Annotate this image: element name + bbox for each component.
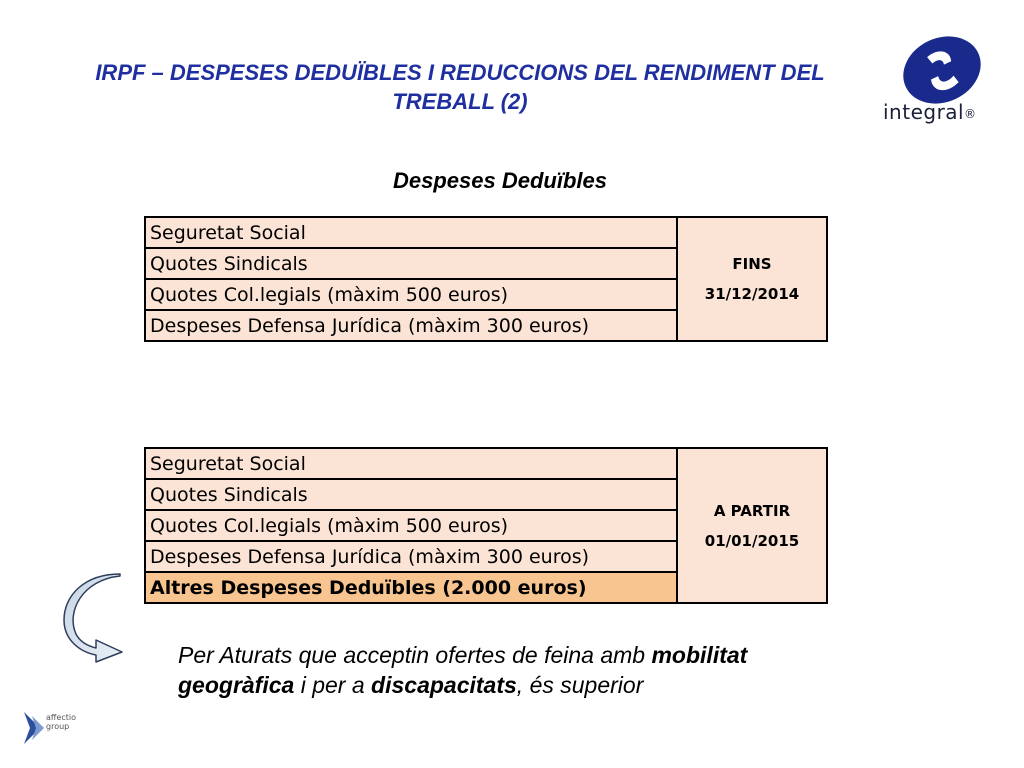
date-label: A PARTIR xyxy=(713,501,791,520)
table-row xyxy=(145,448,827,479)
note-bold-disability: discapacitats xyxy=(371,672,517,698)
note-part-2: i per a xyxy=(294,672,372,698)
deductible-expenses-table-from-2015 xyxy=(144,447,828,604)
note-part-1: Per Aturats que acceptin ofertes de feina amb xyxy=(178,642,652,668)
section-subtitle: Despeses Deduïbles xyxy=(393,168,607,193)
date-label: FINS xyxy=(732,255,772,273)
slide-title xyxy=(30,58,890,116)
table-cell: Quotes Col.legials (màxim 500 euros) xyxy=(145,279,677,310)
table-cell: Quotes Col.legials (màxim 500 euros) xyxy=(145,510,677,541)
curved-arrow-icon xyxy=(62,572,128,664)
note-bold-mobility: mobilitat geogràfica xyxy=(178,642,748,698)
table-cell: Quotes Sindicals xyxy=(145,248,677,279)
deductible-expenses-table-until-2014 xyxy=(144,216,828,342)
title-line-2: TREBALL (2) xyxy=(392,89,528,114)
date-value: 01/01/2015 xyxy=(704,531,800,550)
note-part-3: , és superior xyxy=(516,672,644,698)
table-row xyxy=(145,217,827,248)
footer-brand xyxy=(46,713,76,731)
table-cell: Seguretat Social xyxy=(145,448,677,479)
date-cell xyxy=(677,448,827,603)
table-cell: Despeses Defensa Jurídica (màxim 300 euros) xyxy=(145,541,677,572)
date-cell xyxy=(677,217,827,341)
table-cell-highlighted: Altres Despeses Deduïbles (2.000 euros) xyxy=(145,572,677,603)
table-cell: Despeses Defensa Jurídica (màxim 300 euros) xyxy=(145,310,677,341)
logo-wordmark: integral xyxy=(883,100,965,124)
footer-line-1: affectio xyxy=(46,713,76,722)
date-value: 31/12/2014 xyxy=(704,285,800,303)
table-cell: Seguretat Social xyxy=(145,217,677,248)
note-text xyxy=(178,640,868,700)
table-cell: Quotes Sindicals xyxy=(145,479,677,510)
footer-line-2: group xyxy=(46,722,70,731)
title-line-1: IRPF – DESPESES DEDUÏBLES I REDUCCIONS DEL RENDIMENT DEL xyxy=(95,60,825,85)
registered-mark: ® xyxy=(964,107,976,121)
